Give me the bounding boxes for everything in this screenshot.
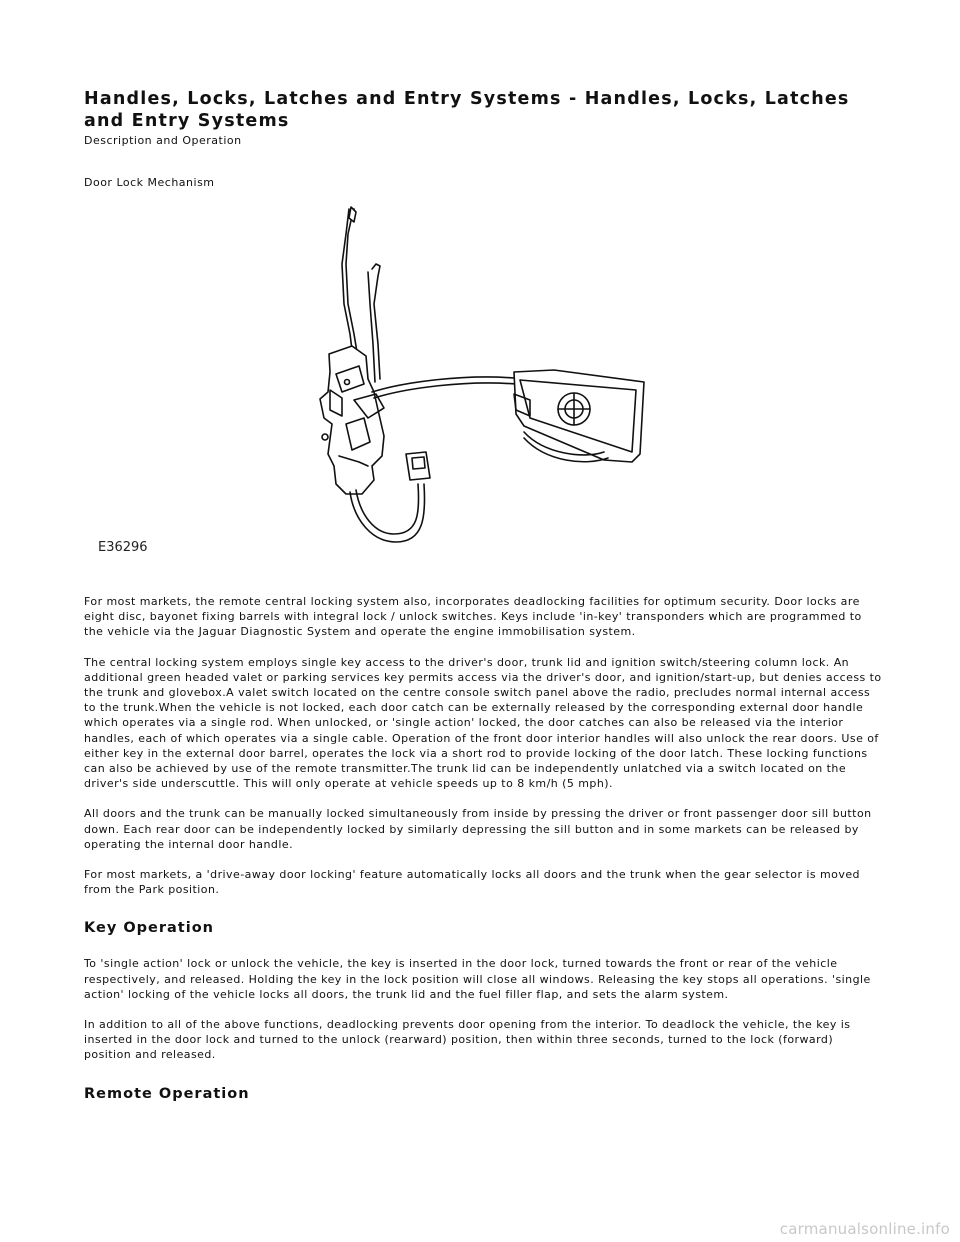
section-heading-key-operation: Key Operation (84, 920, 214, 937)
figure-reference-code: E36296 (98, 540, 148, 555)
paragraph: To 'single action' lock or unlock the vehicle, the key is inserted in the door lock, turned towards the front or rear of the vehicle respectively, and released. Holding the key in the lock position will close all windows. Releasing the key stops all operations. 'single action' locking of the vehicle locks all doors, the trunk lid and the fuel filler flap, and sets the alarm system. (84, 957, 871, 1001)
paragraph: For most markets, a 'drive-away door locking' feature automatically locks all doors and the trunk when the gear selector is moved from the Park position. (84, 868, 860, 897)
paragraph: For most markets, the remote central locking system also, incorporates deadlocking facilities for optimum security. Door locks are eight disc, bayonet fixing barrels with integral lock / unlock switches. Keys include 'in-key' transponders which are programmed to the vehicle via the Jaguar Diagnostic System and operate the engine immobilisation system. (84, 595, 862, 639)
section-heading-remote-operation: Remote Operation (84, 1085, 250, 1102)
page-title: Handles, Locks, Latches and Entry Systems - Handles, Locks, Latches and Entry Systems (84, 89, 850, 131)
figure-caption: Door Lock Mechanism (84, 176, 215, 189)
body-text (84, 594, 884, 897)
door-lock-mechanism-figure (84, 204, 884, 584)
door-lock-mechanism-illustration (84, 204, 884, 584)
document-page (84, 88, 884, 1122)
page-subtitle: Description and Operation (84, 134, 242, 147)
paragraph: The central locking system employs single key access to the driver's door, trunk lid and ignition switch/steering column lock. An additional green headed valet or parking services key permits access via the driver's door, and ignition/start-up, but denies access to the trunk and glovebox.A valet switch located on the centre console switch panel above the radio, precludes normal internal access to the trunk.When the vehicle is not locked, each door catch can be externally released by the corresponding external door handle which operates via a single rod. When unlocked, or 'single action' locked, the door catches can also be released via the interior handles, each of which operates via a single cable. Operation of the front door interior handles will also unlock the rear doors. Use of either key in the external door barrel, operates the lock via a short rod to provide locking of the door latch. These locking functions can also be achieved by use of the remote transmitter.The trunk lid can be independently unlatched via a switch located on the driver's side underscuttle. This will only operate at vehicle speeds up to 8 km/h (5 mph). (84, 655, 882, 791)
paragraph: All doors and the trunk can be manually locked simultaneously from inside by pressing the driver or front passenger door sill button down. Each rear door can be independently locked by similarly depressing the sill button and in some markets can be released by operating the internal door handle. (84, 807, 872, 851)
paragraph: In addition to all of the above functions, deadlocking prevents door opening from the interior. To deadlock the vehicle, the key is inserted in the door lock and turned to the unlock (rearward) position, then within three seconds, turned to the lock (forward) position and released. (84, 1018, 851, 1062)
watermark: carmanualsonline.info (779, 1220, 950, 1238)
